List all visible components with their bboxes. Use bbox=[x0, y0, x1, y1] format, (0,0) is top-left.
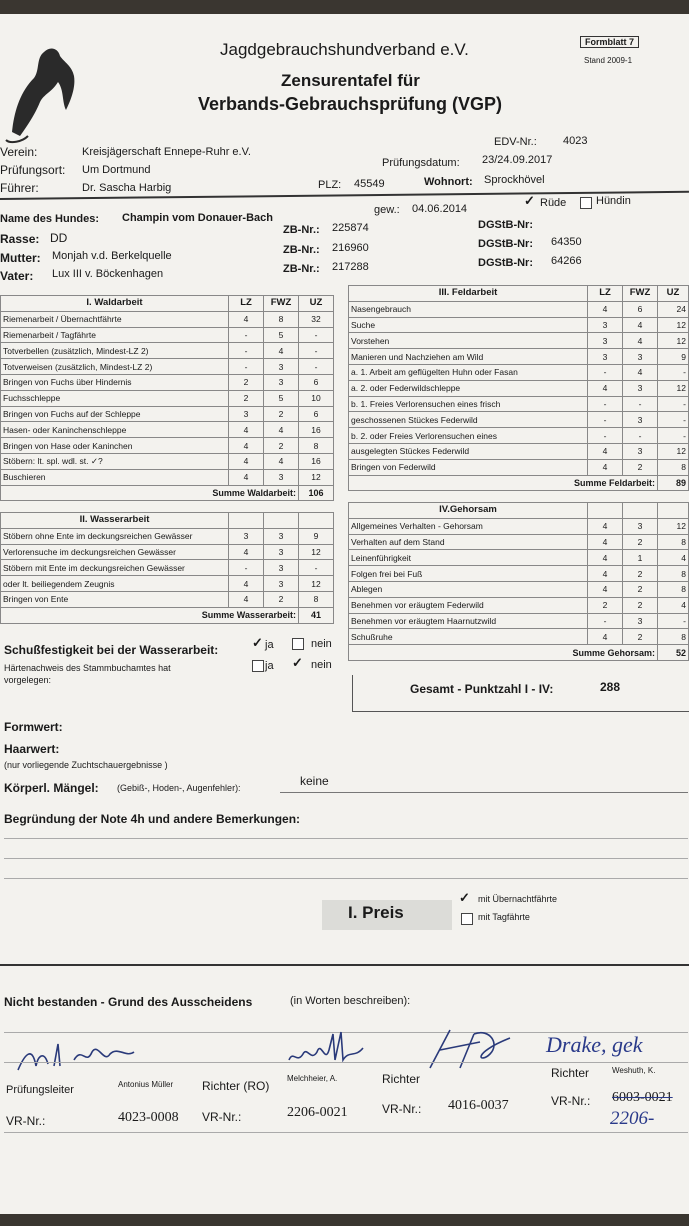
waldarbeit-row bbox=[1, 438, 334, 454]
waldarbeit-row bbox=[1, 359, 334, 375]
gehorsam-row bbox=[349, 566, 689, 582]
dog-name-value: Champin vom Donauer-Bach bbox=[122, 212, 273, 224]
feldarbeit-head-lz: LZ bbox=[588, 286, 623, 302]
form-badge: Formblatt 7 bbox=[580, 36, 639, 48]
waldarbeit-label: Bringen von Fuchs über Hindernis bbox=[1, 374, 229, 390]
waldarbeit-row bbox=[1, 406, 334, 422]
waldarbeit-label: Buschieren bbox=[1, 469, 229, 485]
wasserarbeit-row bbox=[1, 591, 334, 607]
gehorsam-fwz: 3 bbox=[623, 613, 658, 629]
huendin-label: Hündin bbox=[596, 195, 631, 207]
wasserarbeit-lz: 4 bbox=[229, 544, 264, 560]
wasserarbeit-label: oder lt. beiliegendem Zeugnis bbox=[1, 576, 229, 592]
feldarbeit-label: Bringen von Federwild bbox=[349, 459, 588, 475]
feldarbeit-fwz: 3 bbox=[623, 412, 658, 428]
leiter-label: Prüfungsleiter bbox=[6, 1084, 74, 1096]
feldarbeit-fwz: 6 bbox=[623, 301, 658, 317]
feldarbeit-label: Suche bbox=[349, 317, 588, 333]
ort-label: Prüfungsort: bbox=[0, 163, 66, 177]
wasserarbeit-sum: 41 bbox=[299, 607, 334, 623]
wasserarbeit-uz: - bbox=[299, 560, 334, 576]
gehorsam-label: Schußruhe bbox=[349, 629, 588, 645]
wohnort-label: Wohnort: bbox=[424, 176, 473, 188]
feldarbeit-label: Vorstehen bbox=[349, 333, 588, 349]
gehorsam-lz: 4 bbox=[588, 534, 623, 550]
schuss-nein-checkbox[interactable] bbox=[292, 638, 304, 650]
waldarbeit-row bbox=[1, 311, 334, 327]
dgstb2-value: 64350 bbox=[551, 236, 582, 248]
wasserarbeit-uz: 12 bbox=[299, 576, 334, 592]
waldarbeit-fwz: 3 bbox=[264, 359, 299, 375]
vr1-value: 4023-0008 bbox=[118, 1110, 179, 1125]
feldarbeit-label: geschossenen Stückes Federwild bbox=[349, 412, 588, 428]
waldarbeit-fwz: 2 bbox=[264, 438, 299, 454]
feldarbeit-label: a. 2. oder Federwildschleppe bbox=[349, 380, 588, 396]
waldarbeit-fwz: 3 bbox=[264, 374, 299, 390]
opt-tag-checkbox[interactable] bbox=[461, 913, 473, 925]
feldarbeit-lz: 4 bbox=[588, 380, 623, 396]
waldarbeit-uz: 6 bbox=[299, 374, 334, 390]
gehorsam-label: Benehmen vor eräugtem Federwild bbox=[349, 597, 588, 613]
haerte-ja-checkbox[interactable] bbox=[252, 660, 264, 672]
feldarbeit-lz: - bbox=[588, 412, 623, 428]
ruede-label: Rüde bbox=[540, 197, 567, 209]
zb2-label: ZB-Nr.: bbox=[283, 244, 320, 256]
preis-value: I. Preis bbox=[348, 903, 404, 922]
feldarbeit-lz: 4 bbox=[588, 459, 623, 475]
feldarbeit-fwz: 2 bbox=[623, 459, 658, 475]
vater-value: Lux III v. Böckenhagen bbox=[52, 268, 164, 280]
waldarbeit-lz: - bbox=[229, 359, 264, 375]
gehorsam-lz: 4 bbox=[588, 550, 623, 566]
vr4-label: VR-Nr.: bbox=[551, 1094, 591, 1108]
feldarbeit-uz: - bbox=[658, 412, 689, 428]
waldarbeit-uz: - bbox=[299, 359, 334, 375]
gehorsam-uz: 8 bbox=[658, 534, 689, 550]
feldarbeit-title: III. Feldarbeit bbox=[349, 286, 588, 302]
gehorsam-row bbox=[349, 597, 689, 613]
zb2-value: 216960 bbox=[332, 242, 369, 254]
gehorsam-fwz: 2 bbox=[623, 566, 658, 582]
edv-value: 4023 bbox=[563, 135, 588, 147]
verein-value: Kreisjägerschaft Ennepe-Ruhr e.V. bbox=[82, 146, 251, 158]
feldarbeit-fwz: - bbox=[623, 428, 658, 444]
haarwert-label: Haarwert: bbox=[4, 742, 60, 756]
schuss-ja-check-icon: ✓ bbox=[252, 635, 263, 650]
wasserarbeit-uz: 12 bbox=[299, 544, 334, 560]
gehorsam-lz: 4 bbox=[588, 518, 623, 534]
nicht-bestanden-label: Nicht bestanden - Grund des Ausscheidens bbox=[4, 995, 253, 1009]
waldarbeit-fwz: 4 bbox=[264, 453, 299, 469]
wasserarbeit-fwz: 3 bbox=[264, 544, 299, 560]
wasserarbeit-fwz: 3 bbox=[264, 560, 299, 576]
waldarbeit-lz: 2 bbox=[229, 374, 264, 390]
gehorsam-fwz: 2 bbox=[623, 597, 658, 613]
waldarbeit-row bbox=[1, 422, 334, 438]
feldarbeit-lz: - bbox=[588, 428, 623, 444]
waldarbeit-uz: 10 bbox=[299, 390, 334, 406]
waldarbeit-title: I. Waldarbeit bbox=[1, 296, 229, 312]
feldarbeit-lz: 3 bbox=[588, 333, 623, 349]
gehorsam-sum: 52 bbox=[658, 645, 689, 661]
vr2-label: VR-Nr.: bbox=[202, 1110, 242, 1124]
haerte-line1: Härtenachweis des Stammbuchamtes hat bbox=[4, 663, 171, 673]
dgstb2-label: DGStB-Nr: bbox=[478, 238, 533, 250]
zb3-value: 217288 bbox=[332, 261, 369, 273]
waldarbeit-label: Bringen von Fuchs auf der Schleppe bbox=[1, 406, 229, 422]
vr1-label: VR-Nr.: bbox=[6, 1114, 46, 1128]
waldarbeit-label: Hasen- oder Kaninchenschleppe bbox=[1, 422, 229, 438]
feldarbeit-row bbox=[349, 428, 689, 444]
feldarbeit-uz: 24 bbox=[658, 301, 689, 317]
formwert-label: Formwert: bbox=[4, 720, 63, 734]
feldarbeit-head-fwz: FWZ bbox=[623, 286, 658, 302]
waldarbeit-lz: 4 bbox=[229, 438, 264, 454]
wasserarbeit-lz: 4 bbox=[229, 591, 264, 607]
waldarbeit-uz: 16 bbox=[299, 422, 334, 438]
gehorsam-row bbox=[349, 550, 689, 566]
waldarbeit-label: Stöbern: lt. spl. wdl. st. ✓? bbox=[1, 453, 229, 469]
gehorsam-row bbox=[349, 629, 689, 645]
waldarbeit-lz: 3 bbox=[229, 406, 264, 422]
waldarbeit-row bbox=[1, 390, 334, 406]
waldarbeit-table bbox=[0, 295, 334, 501]
gehorsam-row bbox=[349, 534, 689, 550]
wasserarbeit-fwz: 2 bbox=[264, 591, 299, 607]
gesamt-label: Gesamt - Punktzahl I - IV: bbox=[410, 682, 554, 696]
gehorsam-title: IV.Gehorsam bbox=[349, 503, 588, 519]
waldarbeit-uz: 8 bbox=[299, 438, 334, 454]
feldarbeit-fwz: 4 bbox=[623, 317, 658, 333]
ro-name: Melchheier, A. bbox=[287, 1074, 338, 1083]
gehorsam-row bbox=[349, 581, 689, 597]
mutter-value: Monjah v.d. Berkelquelle bbox=[52, 250, 172, 262]
feldarbeit-uz: - bbox=[658, 396, 689, 412]
gehorsam-uz: 8 bbox=[658, 629, 689, 645]
org-name: Jagdgebrauchshundverband e.V. bbox=[220, 40, 469, 59]
waldarbeit-row bbox=[1, 343, 334, 359]
feldarbeit-label: ausgelegten Stückes Federwild bbox=[349, 443, 588, 459]
plz-label: PLZ: bbox=[318, 179, 342, 191]
feldarbeit-uz: 12 bbox=[658, 317, 689, 333]
vr4-hand-value: 2206- bbox=[610, 1108, 655, 1129]
waldarbeit-head-fwz: FWZ bbox=[264, 296, 299, 312]
wasserarbeit-fwz: 3 bbox=[264, 528, 299, 544]
nicht-bestanden-sub: (in Worten beschreiben): bbox=[290, 995, 411, 1007]
gehorsam-sum-label: Summe Gehorsam: bbox=[349, 645, 658, 661]
waldarbeit-uz: 32 bbox=[299, 311, 334, 327]
opt-tag-label: mit Tagfährte bbox=[478, 912, 530, 922]
title-line2: Verbands-Gebrauchsprüfung (VGP) bbox=[198, 94, 503, 114]
huendin-checkbox[interactable] bbox=[580, 197, 592, 209]
feldarbeit-row bbox=[349, 396, 689, 412]
feldarbeit-lz: 4 bbox=[588, 301, 623, 317]
waldarbeit-fwz: 2 bbox=[264, 406, 299, 422]
rasse-value: DD bbox=[50, 231, 68, 245]
wasserarbeit-fwz: 3 bbox=[264, 576, 299, 592]
gehorsam-uz: 8 bbox=[658, 581, 689, 597]
feldarbeit-uz: 12 bbox=[658, 443, 689, 459]
edv-label: EDV-Nr.: bbox=[494, 136, 537, 148]
gehorsam-lz: 4 bbox=[588, 581, 623, 597]
feldarbeit-label: Nasengebrauch bbox=[349, 301, 588, 317]
haerte-nein-label: nein bbox=[311, 659, 332, 671]
gehorsam-lz: 4 bbox=[588, 629, 623, 645]
ro-label: Richter (RO) bbox=[202, 1079, 270, 1093]
gehorsam-uz: 4 bbox=[658, 550, 689, 566]
waldarbeit-label: Totverbellen (zusätzlich, Mindest-LZ 2) bbox=[1, 343, 229, 359]
feldarbeit-fwz: 4 bbox=[623, 364, 658, 380]
gehorsam-label: Allgemeines Verhalten - Gehorsam bbox=[349, 518, 588, 534]
dog-name-label: Name des Hundes: bbox=[0, 213, 100, 225]
dog-logo-icon bbox=[0, 32, 82, 144]
waldarbeit-row bbox=[1, 327, 334, 343]
feldarbeit-lz: - bbox=[588, 396, 623, 412]
feldarbeit-row bbox=[349, 459, 689, 475]
feldarbeit-fwz: 4 bbox=[623, 333, 658, 349]
wasserarbeit-lz: 3 bbox=[229, 528, 264, 544]
schuss-nein-label: nein bbox=[311, 638, 332, 650]
richter2-label: Richter bbox=[382, 1072, 421, 1086]
feldarbeit-fwz: 3 bbox=[623, 349, 658, 365]
vr2-value: 2206-0021 bbox=[287, 1105, 348, 1120]
feldarbeit-row bbox=[349, 301, 689, 317]
waldarbeit-uz: - bbox=[299, 343, 334, 359]
wasserarbeit-row bbox=[1, 544, 334, 560]
rasse-label: Rasse: bbox=[0, 232, 40, 246]
wasserarbeit-uz: 9 bbox=[299, 528, 334, 544]
feldarbeit-uz: 9 bbox=[658, 349, 689, 365]
feldarbeit-fwz: - bbox=[623, 396, 658, 412]
feldarbeit-fwz: 3 bbox=[623, 380, 658, 396]
leiter-name: Antonius Müller bbox=[118, 1080, 174, 1089]
wasserarbeit-lz: 4 bbox=[229, 576, 264, 592]
datum-value: 23/24.09.2017 bbox=[482, 154, 553, 166]
dgstb3-label: DGStB-Nr: bbox=[478, 257, 533, 269]
feldarbeit-row bbox=[349, 364, 689, 380]
waldarbeit-label: Totverweisen (zusätzlich, Mindest-LZ 2) bbox=[1, 359, 229, 375]
waldarbeit-uz: 6 bbox=[299, 406, 334, 422]
wasserarbeit-label: Stöbern mit Ente im deckungsreichen Gewässer bbox=[1, 560, 229, 576]
waldarbeit-head-lz: LZ bbox=[229, 296, 264, 312]
gehorsam-table bbox=[348, 502, 689, 661]
feldarbeit-lz: 3 bbox=[588, 317, 623, 333]
title-line1: Zensurentafel für bbox=[281, 71, 420, 90]
gehorsam-label: Leinenführigkeit bbox=[349, 550, 588, 566]
form-sheet bbox=[0, 14, 689, 1214]
waldarbeit-uz: 16 bbox=[299, 453, 334, 469]
verein-label: Verein: bbox=[0, 145, 38, 159]
dgstb3-value: 64266 bbox=[551, 255, 582, 267]
gehorsam-lz: 2 bbox=[588, 597, 623, 613]
wasserarbeit-table bbox=[0, 512, 334, 624]
gehorsam-label: Benehmen vor eräugtem Haarnutzwild bbox=[349, 613, 588, 629]
feldarbeit-uz: 12 bbox=[658, 380, 689, 396]
wasserarbeit-uz: 8 bbox=[299, 591, 334, 607]
feldarbeit-uz: - bbox=[658, 428, 689, 444]
waldarbeit-label: Bringen von Hase oder Kaninchen bbox=[1, 438, 229, 454]
maengel-value: keine bbox=[300, 774, 329, 788]
zb1-label: ZB-Nr.: bbox=[283, 224, 320, 236]
begruendung-label: Begründung der Note 4h und andere Bemerkungen: bbox=[4, 812, 301, 826]
wasserarbeit-row bbox=[1, 560, 334, 576]
feldarbeit-uz: 12 bbox=[658, 333, 689, 349]
waldarbeit-lz: 4 bbox=[229, 311, 264, 327]
waldarbeit-lz: 4 bbox=[229, 453, 264, 469]
feldarbeit-lz: 3 bbox=[588, 349, 623, 365]
waldarbeit-lz: - bbox=[229, 327, 264, 343]
feldarbeit-fwz: 3 bbox=[623, 443, 658, 459]
ort-value: Um Dortmund bbox=[82, 164, 151, 176]
gehorsam-uz: - bbox=[658, 613, 689, 629]
waldarbeit-fwz: 3 bbox=[264, 469, 299, 485]
waldarbeit-fwz: 5 bbox=[264, 390, 299, 406]
zb1-value: 225874 bbox=[332, 222, 369, 234]
waldarbeit-sum-label: Summe Waldarbeit: bbox=[1, 485, 299, 501]
feldarbeit-sum-label: Summe Feldarbeit: bbox=[349, 475, 658, 491]
waldarbeit-fwz: 5 bbox=[264, 327, 299, 343]
gew-value: 04.06.2014 bbox=[412, 203, 468, 215]
fuehrer-value: Dr. Sascha Harbig bbox=[82, 182, 172, 194]
feldarbeit-sum: 89 bbox=[658, 475, 689, 491]
waldarbeit-row bbox=[1, 469, 334, 485]
wasserarbeit-label: Stöbern ohne Ente im deckungsreichen Gewässer bbox=[1, 528, 229, 544]
gehorsam-row bbox=[349, 518, 689, 534]
waldarbeit-label: Fuchsschleppe bbox=[1, 390, 229, 406]
wasserarbeit-title: II. Wasserarbeit bbox=[1, 513, 229, 529]
vr4-struck-value: 6003-0021 bbox=[612, 1090, 673, 1105]
gehorsam-label: Verhalten auf dem Stand bbox=[349, 534, 588, 550]
ruede-check-icon: ✓ bbox=[524, 193, 535, 208]
haerte-line2: vorgelegen: bbox=[4, 675, 52, 685]
waldarbeit-lz: 2 bbox=[229, 390, 264, 406]
feldarbeit-lz: - bbox=[588, 364, 623, 380]
waldarbeit-lz: 4 bbox=[229, 422, 264, 438]
feldarbeit-table bbox=[348, 285, 689, 491]
wohnort-value: Sprockhövel bbox=[484, 174, 545, 186]
mutter-label: Mutter: bbox=[0, 251, 41, 265]
gesamt-value: 288 bbox=[600, 680, 621, 694]
gehorsam-lz: - bbox=[588, 613, 623, 629]
gehorsam-fwz: 2 bbox=[623, 534, 658, 550]
feldarbeit-row bbox=[349, 349, 689, 365]
gehorsam-fwz: 2 bbox=[623, 629, 658, 645]
wasserarbeit-row bbox=[1, 576, 334, 592]
waldarbeit-fwz: 4 bbox=[264, 422, 299, 438]
feldarbeit-row bbox=[349, 317, 689, 333]
haerte-ja-label: ja bbox=[265, 660, 274, 672]
gew-label: gew.: bbox=[374, 204, 400, 216]
waldarbeit-row bbox=[1, 374, 334, 390]
gehorsam-lz: 4 bbox=[588, 566, 623, 582]
feldarbeit-uz: 8 bbox=[658, 459, 689, 475]
haerte-nein-check-icon: ✓ bbox=[292, 655, 303, 670]
signature-ro-icon bbox=[285, 1030, 385, 1074]
plz-value: 45549 bbox=[354, 178, 385, 190]
schuss-title: Schußfestigkeit bei der Wasserarbeit: bbox=[4, 643, 219, 657]
signature-leiter-icon bbox=[14, 1036, 164, 1076]
maengel-sub: (Gebiß-, Hoden-, Augenfehler): bbox=[117, 783, 241, 793]
gehorsam-uz: 8 bbox=[658, 566, 689, 582]
waldarbeit-fwz: 8 bbox=[264, 311, 299, 327]
gehorsam-fwz: 1 bbox=[623, 550, 658, 566]
waldarbeit-label: Riemenarbeit / Tagfährte bbox=[1, 327, 229, 343]
fuehrer-label: Führer: bbox=[0, 181, 39, 195]
feldarbeit-row bbox=[349, 380, 689, 396]
feldarbeit-label: b. 1. Freies Verlorensuchen eines frisch bbox=[349, 396, 588, 412]
waldarbeit-label: Riemenarbeit / Übernachtfährte bbox=[1, 311, 229, 327]
gehorsam-fwz: 3 bbox=[623, 518, 658, 534]
waldarbeit-sum: 106 bbox=[299, 485, 334, 501]
waldarbeit-uz: 12 bbox=[299, 469, 334, 485]
vr3-label: VR-Nr.: bbox=[382, 1102, 422, 1116]
feldarbeit-uz: - bbox=[658, 364, 689, 380]
richter3-name: Weshuth, K. bbox=[612, 1066, 656, 1075]
waldarbeit-head-uz: UZ bbox=[299, 296, 334, 312]
opt-nacht-check-icon: ✓ bbox=[459, 890, 470, 905]
feldarbeit-label: a. 1. Arbeit am geflügelten Huhn oder Fasan bbox=[349, 364, 588, 380]
gehorsam-label: Ablegen bbox=[349, 581, 588, 597]
waldarbeit-fwz: 4 bbox=[264, 343, 299, 359]
gehorsam-label: Folgen frei bei Fuß bbox=[349, 566, 588, 582]
gehorsam-row bbox=[349, 613, 689, 629]
feldarbeit-row bbox=[349, 333, 689, 349]
gehorsam-uz: 4 bbox=[658, 597, 689, 613]
zucht-note: (nur vorliegende Zuchtschauergebnisse ) bbox=[4, 760, 168, 770]
dgstb1-label: DGStB-Nr: bbox=[478, 219, 533, 231]
zb3-label: ZB-Nr.: bbox=[283, 263, 320, 275]
form-stand: Stand 2009-1 bbox=[584, 56, 633, 65]
waldarbeit-uz: - bbox=[299, 327, 334, 343]
waldarbeit-row bbox=[1, 453, 334, 469]
maengel-label: Körperl. Mängel: bbox=[4, 781, 99, 795]
datum-label: Prüfungsdatum: bbox=[382, 157, 460, 169]
waldarbeit-lz: 4 bbox=[229, 469, 264, 485]
wasserarbeit-lz: - bbox=[229, 560, 264, 576]
richter3-label: Richter bbox=[551, 1066, 590, 1080]
feldarbeit-label: b. 2. oder Freies Verlorensuchen eines bbox=[349, 428, 588, 444]
gehorsam-fwz: 2 bbox=[623, 581, 658, 597]
waldarbeit-lz: - bbox=[229, 343, 264, 359]
feldarbeit-label: Manieren und Nachziehen am Wild bbox=[349, 349, 588, 365]
wasserarbeit-label: Verlorensuche im deckungsreichen Gewässer bbox=[1, 544, 229, 560]
opt-nacht-label: mit Übernachtfährte bbox=[478, 894, 558, 904]
feldarbeit-row bbox=[349, 443, 689, 459]
vr3-value: 4016-0037 bbox=[448, 1098, 509, 1113]
wasserarbeit-row bbox=[1, 528, 334, 544]
feldarbeit-row bbox=[349, 412, 689, 428]
signature-richter2-icon bbox=[420, 1024, 520, 1074]
wasserarbeit-sum-label: Summe Wasserarbeit: bbox=[1, 607, 299, 623]
wasserarbeit-label: Bringen von Ente bbox=[1, 591, 229, 607]
feldarbeit-head-uz: UZ bbox=[658, 286, 689, 302]
vater-label: Vater: bbox=[0, 269, 34, 283]
signature-richter3: Drake, gek bbox=[546, 1032, 643, 1057]
gehorsam-uz: 12 bbox=[658, 518, 689, 534]
schuss-ja-label: ja bbox=[265, 639, 274, 651]
feldarbeit-lz: 4 bbox=[588, 443, 623, 459]
